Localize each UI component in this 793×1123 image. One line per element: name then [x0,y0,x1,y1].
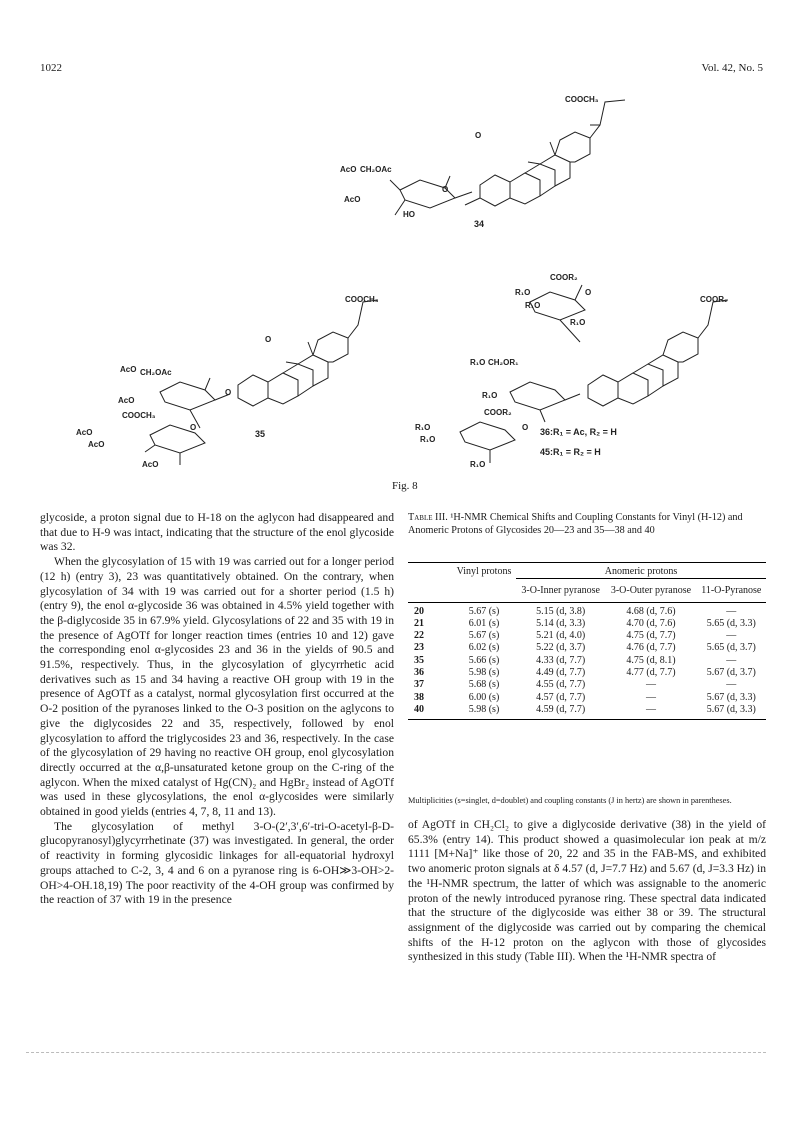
label-aco-35c: AcO [76,428,93,437]
cell-id: 35 [414,654,424,666]
cell-outer: 4.75 (d, 8.1) [626,654,676,666]
cell-outer: 4.68 (d, 7.6) [626,605,676,617]
label-coor2-36a: COOR₂ [550,273,578,282]
label-r1o-36e: R₁O [482,391,498,400]
cell-id: 22 [414,630,424,642]
table-row [408,704,766,716]
cell-id: 20 [414,605,424,617]
label-coor2-36c: COOR₂ [484,408,512,417]
compound-legend-45: 45:R₁ = R₂ = H [540,447,601,457]
cell-id: 38 [414,691,424,703]
cell-inner: 4.59 (d, 7.7) [536,703,586,715]
label-cooch3-35: COOCH₃ [345,295,379,304]
label-aco-35e: AcO [142,460,159,469]
col-pyranose-header: 11-O-Pyranose [701,585,762,597]
table-3 [408,562,766,720]
table-title: ¹H-NMR Chemical Shifts and Coupling Constants for Vinyl (H-12) and Anomeric Protons of Glycosides 20—23 and 35—38 and 40 [408,512,743,536]
cell-vinyl: 5.98 (s) [468,667,500,679]
col-inner-header: 3-O-Inner pyranose [521,585,600,597]
label-ketone-o-34: O [475,131,482,140]
table-row [408,692,766,704]
cell-id: 21 [414,617,424,629]
cell-pyr: 5.67 (d, 3.3) [706,691,756,703]
cell-vinyl: 5.98 (s) [468,703,500,715]
left-column [40,511,394,908]
col-vinyl-header: Vinyl protons [456,566,512,577]
table-row [408,667,766,679]
compound-35-structure [145,300,378,465]
cell-outer: 4.70 (d, 7.6) [626,617,676,629]
left-paragraph-1: glycoside, a proton signal due to H-18 on the aglycon had disappeared and that due to H-9 was intact, indicating that the structure of the enol glycoside was 32. [40,511,394,554]
journal-volume: Vol. 42, No. 5 [701,62,763,74]
col-outer-header: 3-O-Outer pyranose [610,585,692,597]
label-ho-34: HO [403,210,415,219]
cell-inner: 4.49 (d, 7.7) [536,667,586,679]
label-r1o-36h: R₁O [470,460,486,469]
table-row [408,618,766,630]
label-r1o-36b: R₁O [525,301,541,310]
cell-pyr: — [726,654,737,666]
cell-outer: — [645,679,656,691]
cell-inner: 4.33 (d, 7.7) [536,654,586,666]
cell-inner: 5.15 (d, 3.8) [536,605,586,617]
table-footnote: Multiplicities (s=singlet, d=doublet) and coupling constants (J in hertz) are shown in parentheses. [408,796,732,805]
label-ch2or1-36: CH₂OR₁ [488,358,519,367]
left-paragraph-2: When the glycosylation of 15 with 19 was carried out for a longer period (12 h) (entry 3), 23 was quantitatively obtained. On the contrary, when glycosylation of 34 with 19 was carried out for a shorter period (1.5 h) (entry 9), the enol α-glycoside 36 was obtained in 4.5% yield together with the β-diglycoside 35 in 67.9% yield. Glycosylations of 22 and 35 with 19 in the presence of AgOTf for longer reaction times (entries 10 and 12) gave the corresponding enol α-glycosides 23 and 36 in the yields of 90.5 and 91.5%, respectively. Thus, in the glycosylation of glycyrrhetic acid derivatives such as 15 and 34 having a reactive OH group with 19 in the presence of AgOTf as a catalyst, normal glycosylation first occurred at the O-2 position of the pyranoses linked to the O-3 position on the aglycons to give the diglycosides 22 and 35, respectively, followed by enol glycosylation to afford the triglycosides 23 and 36, respectively. In the case of the glycosylation of 29 having no reactive OH group, enol glycosylation directly occurred at the α,β-unsaturated ketone group on the C-ring of the aglycon. When the mixed catalyst of Hg(CN)₂ and HgBr₂ instead of AgOTf was used in these glycosylations, the enol α-glycosides were similarly obtained in good yields (entries 4, 7, 8, 11 and 13). [40,555,394,819]
cell-vinyl: 5.66 (s) [468,654,500,666]
cell-vinyl: 5.67 (s) [468,630,500,642]
cell-vinyl: 6.02 (s) [468,642,500,654]
cell-pyr: 5.67 (d, 3.3) [706,703,756,715]
label-aco-35a: AcO [120,365,137,374]
cell-pyr: — [726,605,737,617]
label-r1o-36f: R₁O [415,423,431,432]
label-o-35b: O [225,388,232,397]
cell-id: 40 [414,703,424,715]
label-r1o-36d: R₁O [470,358,486,367]
table-row [408,679,766,691]
cell-pyr: — [726,630,737,642]
cell-inner: 5.21 (d, 4.0) [536,630,586,642]
cell-outer: — [645,691,656,703]
cell-pyr: 5.65 (d, 3.3) [706,617,756,629]
figure-8-structures [60,80,760,475]
cell-outer: — [645,703,656,715]
compound-34-structure [390,100,625,215]
table-row [408,642,766,654]
right-column [408,818,766,965]
cell-pyr: 5.67 (d, 3.7) [706,667,756,679]
table-row [408,655,766,667]
label-r1o-36a: R₁O [515,288,531,297]
label-ketone-o-35: O [265,335,272,344]
label-aco-35d: AcO [88,440,105,449]
label-ch2oac-35: CH₂OAc [140,368,172,377]
cell-vinyl: 6.00 (s) [468,691,500,703]
left-paragraph-3: The glycosylation of methyl 3-O-(2′,3′,6′-tri-O-acetyl-β-D-glucopyranosyl)glycyrrhetinate (37) was investigated. In general, the order of reactivity in forming glycosidic linkages for all-equatorial hydroxyl groups attached to C-2, 3, 4 and 6 on a pyranose ring is 6-OH≫3-OH>2-OH>4-OH.18,19) The poor reactivity of the 4-OH group was confirmed by the reaction of 37 with 19 in the presence [40,819,394,907]
label-aco-34b: AcO [344,195,361,204]
cell-vinyl: 6.01 (s) [468,617,500,629]
page-number: 1022 [40,62,62,74]
cell-outer: 4.77 (d, 7.7) [626,667,676,679]
cell-inner: 5.14 (d, 3.3) [536,617,586,629]
label-o-36a: O [585,288,592,297]
label-o-35a: O [190,423,197,432]
table-caption [408,511,766,537]
label-cooch3-34: COOCH₃ [565,95,599,104]
cell-id: 37 [414,679,424,691]
table-body [408,606,766,717]
col-anomeric-header: Anomeric protons [516,566,766,579]
label-o-36b: O [522,423,529,432]
label-aco-35b: AcO [118,396,135,405]
label-o-34: O [442,185,449,194]
cell-outer: 4.76 (d, 7.7) [626,642,676,654]
table-label: Table III. [408,512,448,523]
cell-inner: 4.57 (d, 7.7) [536,691,586,703]
label-cooch3-35-sugar: COOCH₃ [122,411,156,420]
label-aco-34a: AcO [340,165,357,174]
compound-number-35: 35 [255,429,266,439]
table-row [408,630,766,642]
label-coor2-36b: COOR₂ [700,295,728,304]
cell-id: 36 [414,667,424,679]
label-ch2oac-34: CH₂OAc [360,165,392,174]
cell-vinyl: 5.68 (s) [468,679,500,691]
table-row [408,606,766,618]
figure-caption: Fig. 8 [392,480,418,492]
cell-pyr: 5.65 (d, 3.7) [706,642,756,654]
cell-inner: 5.22 (d, 3.7) [536,642,586,654]
cell-vinyl: 5.67 (s) [468,605,500,617]
cell-id: 23 [414,642,424,654]
cell-inner: 4.55 (d, 7.7) [536,679,586,691]
label-r1o-36g: R₁O [420,435,436,444]
label-r1o-36c: R₁O [570,318,586,327]
right-paragraph: of AgOTf in CH₂Cl₂ to give a diglycoside derivative (38) in the yield of 65.3% (entry 14). This product showed a quasimolecular ion peak at m/z 1111 [M+Na]⁺ like those of 20, 22 and 35 in the FAB-MS, and exhibited two anomeric proton signals at δ 4.57 (d, J=7.7 Hz) and 5.67 (d, J=3.3 Hz) in the ¹H-NMR spectrum, the latter of which was assignable to the anomeric proton of the newly introduced pyranose ring. These spectral data indicated that the structure of the diglycoside was either 38 or 39. The structural assignment of the diglycoside was carried out by comparing the chemical shifts of the H-12 proton on the aglycon with those of glycosides synthesized in this study (Table III). When the ¹H-NMR spectra of [408,818,766,964]
page-bottom-rule [26,1052,766,1053]
compound-legend-36: 36:R₁ = Ac, R₂ = H [540,427,617,437]
compound-number-34: 34 [474,219,485,229]
cell-pyr: — [726,679,737,691]
cell-outer: 4.75 (d, 7.7) [626,630,676,642]
